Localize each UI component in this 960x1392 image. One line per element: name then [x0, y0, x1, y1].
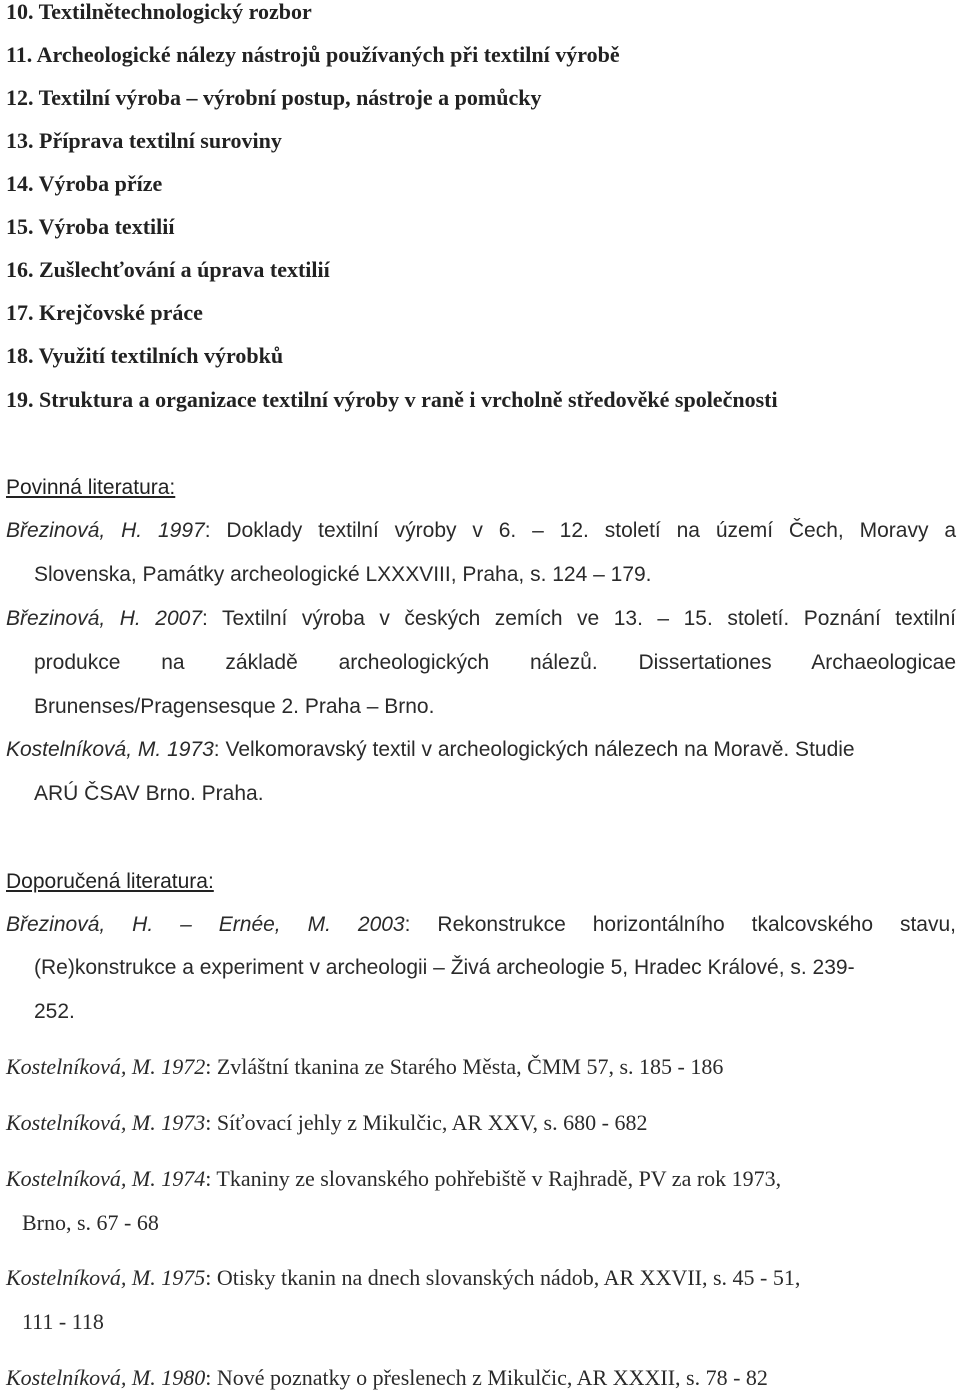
- reference-author: Kostelníková, M.: [6, 738, 162, 761]
- required-literature-heading: Povinná literatura:: [6, 476, 176, 499]
- reference-entry: Kostelníková, M. 1974: Tkaniny ze slovanského pohřebiště v Rajhradě, PV za rok 1973,: [6, 1166, 782, 1191]
- reference-continuation: (Re)konstrukce a experiment v archeologii – Živá archeologie 5, Hradec Králové, s. 239-: [34, 956, 855, 979]
- recommended-literature-heading: Doporučená literatura:: [6, 870, 214, 893]
- reference-author: Březinová, H.: [6, 607, 141, 630]
- reference-continuation: Slovenska, Památky archeologické LXXXVIII, Praha, s. 124 – 179.: [34, 563, 652, 586]
- reference-entry: Březinová, H. 1997: Doklady textilní výroby v 6. – 12. století na území Čech, Moravy a: [6, 519, 957, 542]
- reference-entry: Kostelníková, M. 1972: Zvláštní tkanina ze Starého Města, ČMM 57, s. 185 - 186: [6, 1054, 724, 1079]
- reference-author: Kostelníková, M.: [6, 1365, 156, 1390]
- reference-continuation: 111 - 118: [22, 1309, 104, 1334]
- reference-continuation: Brunenses/Pragensesque 2. Praha – Brno.: [34, 695, 435, 718]
- reference-year: 1972: [161, 1054, 206, 1079]
- reference-year: 2007: [155, 607, 202, 630]
- reference-entry: Březinová, H. 2007: Textilní výroba v českých zemích ve 13. – 15. století. Poznání textilní: [6, 607, 956, 630]
- reference-continuation: produkce na základě archeologických nálezů. Dissertationes Archaeologicae: [34, 651, 956, 674]
- reference-author: Kostelníková, M.: [6, 1054, 156, 1079]
- reference-year: 1997: [157, 519, 205, 542]
- reference-author: Kostelníková, M.: [6, 1110, 156, 1135]
- reference-continuation: 252.: [34, 1000, 75, 1023]
- reference-year: 1975: [161, 1265, 206, 1290]
- topic-item: 19. Struktura a organizace textilní výroby v raně i vrcholně středověké společnosti: [6, 387, 778, 412]
- reference-author: Březinová, H. – Ernée, M.: [6, 913, 331, 936]
- topic-item: 10. Textilnětechnologický rozbor: [6, 0, 312, 24]
- topic-item: 15. Výroba textilií: [6, 214, 175, 239]
- reference-entry: Kostelníková, M. 1973: Velkomoravský textil v archeologických nálezech na Moravě. Studie: [6, 738, 855, 761]
- reference-year: 1980: [161, 1365, 206, 1390]
- reference-author: Březinová, H.: [6, 519, 143, 542]
- reference-year: 2003: [357, 913, 405, 936]
- reference-entry: Březinová, H. – Ernée, M. 2003: Rekonstrukce horizontálního tkalcovského stavu,: [6, 913, 957, 936]
- reference-continuation: ARÚ ČSAV Brno. Praha.: [34, 782, 264, 805]
- topic-item: 11. Archeologické nálezy nástrojů používaných při textilní výrobě: [6, 42, 620, 67]
- topic-item: 16. Zušlechťování a úprava textilií: [6, 257, 330, 282]
- topic-item: 13. Příprava textilní suroviny: [6, 128, 282, 153]
- reference-year: 1973: [167, 738, 214, 761]
- reference-entry: Kostelníková, M. 1973: Síťovací jehly z Mikulčic, AR XXV, s. 680 - 682: [6, 1110, 648, 1135]
- reference-author: Kostelníková, M.: [6, 1265, 156, 1290]
- reference-entry: Kostelníková, M. 1975: Otisky tkanin na dnech slovanských nádob, AR XXVII, s. 45 - 51,: [6, 1265, 801, 1290]
- reference-year: 1974: [161, 1166, 206, 1191]
- topic-item: 12. Textilní výroba – výrobní postup, nástroje a pomůcky: [6, 85, 542, 110]
- reference-continuation: Brno, s. 67 - 68: [22, 1210, 159, 1235]
- reference-year: 1973: [161, 1110, 206, 1135]
- topic-item: 14. Výroba příze: [6, 171, 163, 196]
- topic-item: 18. Využití textilních výrobků: [6, 343, 284, 368]
- reference-entry: Kostelníková, M. 1980: Nové poznatky o přeslenech z Mikulčic, AR XXXII, s. 78 - 82: [6, 1365, 768, 1390]
- reference-author: Kostelníková, M.: [6, 1166, 156, 1191]
- topic-item: 17. Krejčovské práce: [6, 300, 203, 325]
